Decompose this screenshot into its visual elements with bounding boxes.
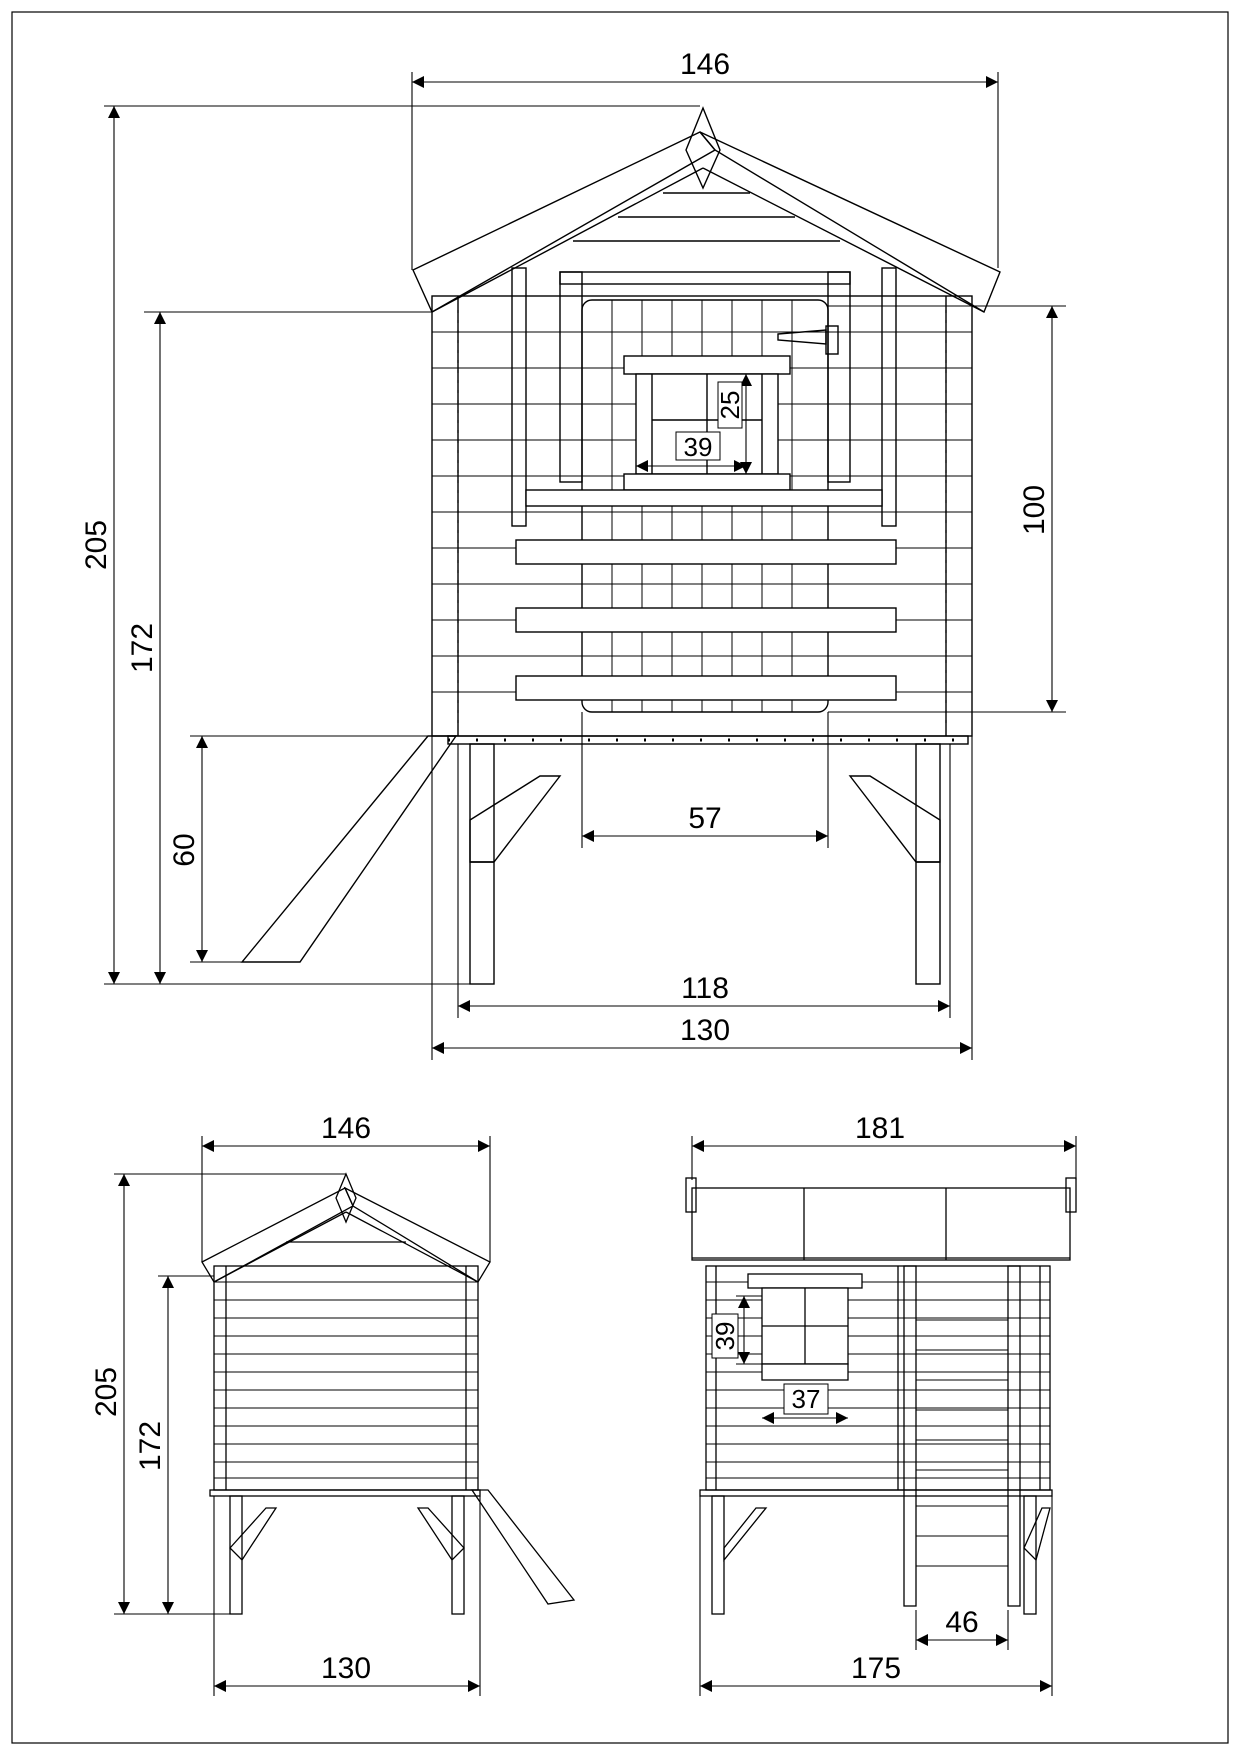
rear-view-drawing: [686, 1178, 1076, 1614]
front-leg-right: [916, 744, 940, 984]
rear-window-header: [748, 1274, 862, 1288]
front-dim-146-label: 146: [679, 48, 731, 81]
front-dim-100-label: 100: [1018, 484, 1051, 536]
front-slide: [242, 736, 456, 962]
side-dim-146-label: 146: [320, 1112, 372, 1145]
rear-dim-46-label: 46: [945, 1606, 979, 1639]
front-roof-left: [413, 132, 715, 312]
front-window-frame: [624, 356, 790, 374]
side-dim-130-label: 130: [320, 1652, 372, 1685]
front-platform: [448, 736, 968, 744]
front-leg-left: [470, 744, 494, 984]
front-dim-172-label: 172: [126, 622, 159, 674]
side-dim-172-label: 172: [134, 1420, 167, 1472]
rear-dim-37-label: 37: [791, 1384, 821, 1414]
side-leg-left: [230, 1496, 242, 1614]
rear-roof: [692, 1188, 1070, 1260]
front-view-drawing: [242, 108, 1000, 984]
rear-dim-39-label: 39: [710, 1321, 740, 1351]
front-dim-39-label: 39: [683, 432, 713, 462]
front-roof-finial: [686, 108, 720, 188]
side-view-drawing: [202, 1174, 574, 1614]
side-dim-205-label: 205: [90, 1366, 123, 1418]
front-dim-118-label: 118: [681, 972, 729, 1005]
front-dim-25-label: 25: [715, 390, 745, 420]
front-dim-205-label: 205: [80, 519, 113, 571]
rear-dim-175-label: 175: [850, 1652, 902, 1685]
side-roof-finial: [336, 1174, 356, 1222]
side-slide: [472, 1490, 574, 1604]
rear-leg-left: [712, 1496, 724, 1614]
rear-leg-right: [1024, 1496, 1036, 1614]
front-dim-60-label: 60: [168, 833, 201, 867]
front-dim-57-label: 57: [688, 802, 722, 835]
side-leg-right: [452, 1496, 464, 1614]
rear-dim-181-label: 181: [854, 1112, 906, 1145]
front-dim-130-label: 130: [679, 1014, 731, 1047]
